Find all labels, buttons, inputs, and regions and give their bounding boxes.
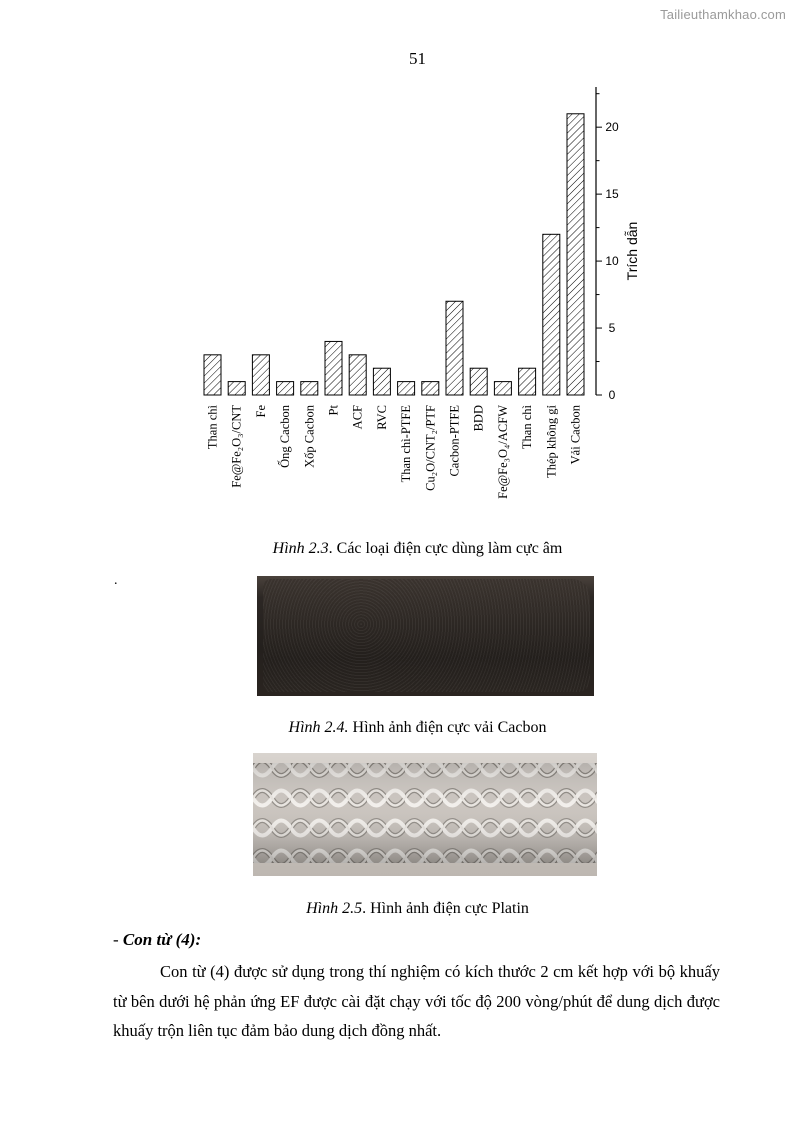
chart-bar — [398, 382, 415, 395]
chart-bar — [204, 355, 221, 395]
chart-bar — [567, 114, 584, 395]
figure-2-3-caption — [0, 540, 795, 558]
y-tick-label: 5 — [608, 321, 616, 336]
chart-bar — [543, 234, 560, 395]
x-tick-label: Ống Cacbon — [278, 405, 293, 468]
body-paragraph — [113, 957, 720, 1046]
citation-bar-chart — [0, 0, 795, 530]
platinum-electrode-photo — [253, 753, 597, 876]
section-dash: - — [113, 930, 123, 949]
chart-bar — [446, 301, 463, 395]
x-tick-label: BDD — [471, 405, 486, 432]
x-tick-label: RVC — [374, 405, 389, 430]
chart-bar — [277, 382, 294, 395]
chart-bar — [422, 382, 439, 395]
x-tick-label: Thép không gỉ — [544, 405, 559, 478]
figure-2-4-caption — [0, 719, 795, 737]
page-number: 51 — [409, 49, 426, 68]
figure-2-4-text: Hình ảnh điện cực vải Cacbon — [348, 719, 547, 736]
chart-bar — [519, 368, 536, 395]
x-tick-label: Fe@Fe₂O₃/CNT — [229, 405, 244, 488]
watermark: Tailieuthamkhao.com — [660, 7, 786, 22]
x-tick-label: Pt — [326, 405, 341, 416]
chart-bar — [470, 368, 487, 395]
figure-2-3-text: . Các loại điện cực dùng làm cực âm — [328, 540, 563, 557]
chart-bar — [301, 382, 318, 395]
chart-bar — [325, 341, 342, 395]
figure-2-5-text: . Hình ảnh điện cực Platin — [362, 900, 529, 917]
y-tick-label: 15 — [605, 187, 619, 202]
x-tick-label: Than chì — [520, 405, 535, 450]
x-tick-label: Xốp Cacbon — [302, 405, 317, 468]
y-axis-label: Trích dẫn — [624, 221, 640, 281]
chart-bar — [494, 382, 511, 395]
chart-bar — [252, 355, 269, 395]
carbon-cloth-electrode-photo — [257, 576, 594, 696]
x-tick-label: ACF — [350, 405, 365, 430]
chart-bar — [349, 355, 366, 395]
figure-2-4-label: Hình 2.4. — [288, 719, 349, 736]
section-heading-text: Con từ (4): — [122, 930, 202, 949]
x-tick-label: Than chì — [205, 405, 220, 450]
x-tick-label: Fe@Fe₃O₄/ACFW — [495, 405, 510, 499]
x-tick-label: Cacbon-PTFE — [447, 405, 462, 477]
figure-2-3-label: Hình 2.3 — [272, 540, 329, 557]
chart-bar — [228, 382, 245, 395]
section-heading — [113, 930, 201, 950]
y-tick-label: 10 — [605, 254, 619, 269]
paragraph-text: Con từ (4) được sử dụng trong thí nghiệm có kích thước 2 cm kết hợp với bộ khuấy từ bên dưới hệ phản ứng EF được cài đặt chạy với tốc độ 200 vòng/phút để dung dịch được khuấy trộn liên tục đảm bảo dung dịch đồng nhất. — [113, 962, 720, 1040]
x-tick-label: Fe — [253, 405, 268, 418]
chart-bar — [373, 368, 390, 395]
x-tick-label: Cu₂O/CNT₂/PTF — [423, 405, 438, 491]
x-tick-label: Than chì-PTFE — [399, 405, 414, 483]
y-tick-label: 0 — [608, 388, 616, 402]
platinum-mesh-illustration — [253, 753, 597, 876]
y-tick-label: 20 — [605, 120, 619, 135]
stray-mark: . — [114, 573, 118, 588]
figure-2-5-label: Hình 2.5 — [306, 900, 363, 917]
figure-2-5-caption — [0, 900, 795, 918]
x-tick-label: Vải Cacbon — [568, 405, 583, 465]
